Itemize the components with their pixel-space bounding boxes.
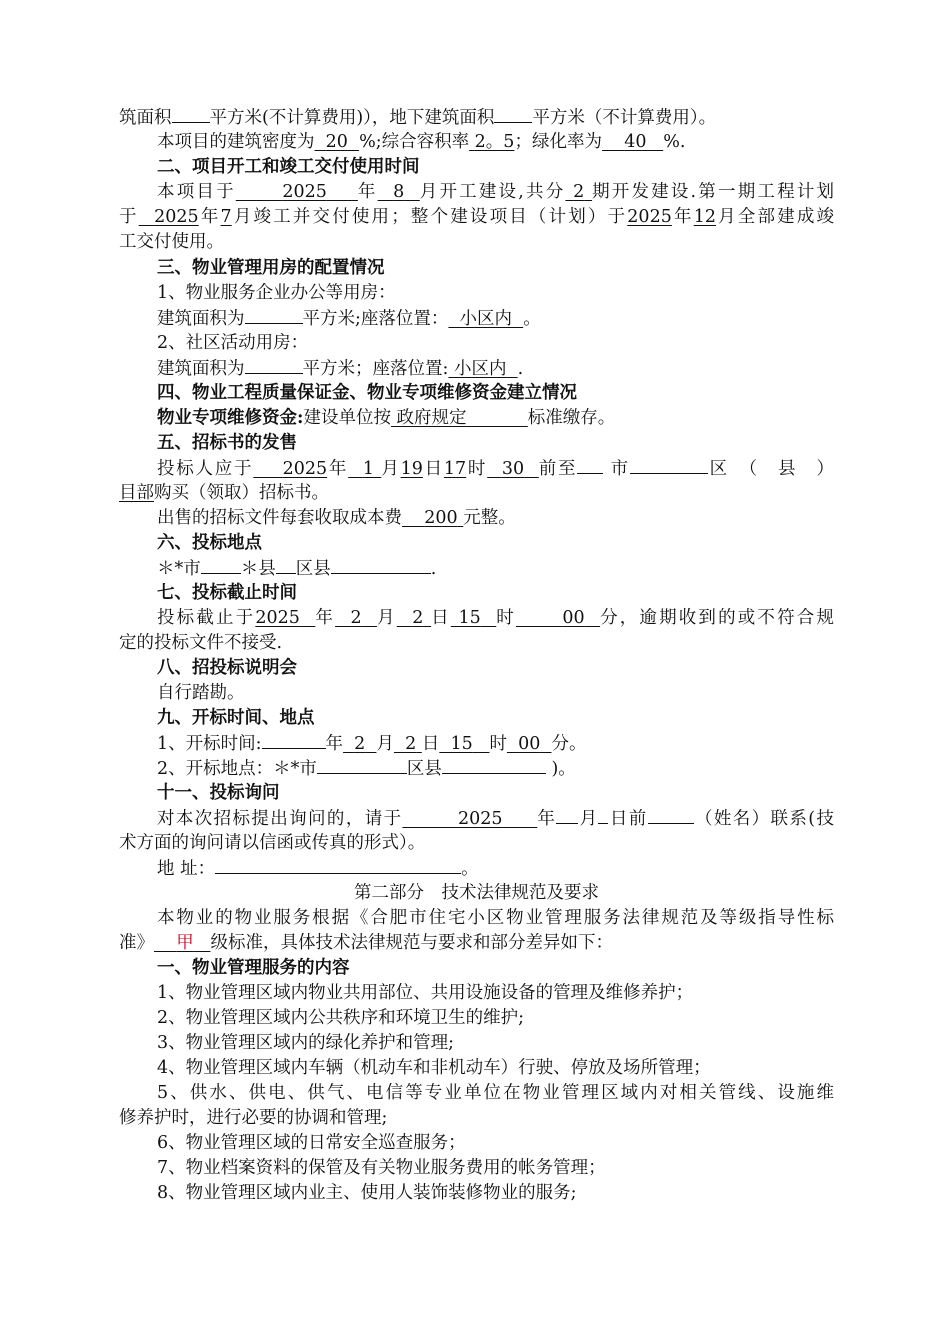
- line-maintenance-fund: [119, 406, 834, 430]
- list-item: 8、物业管理区域内业主、使用人装饰装修物业的服务;: [157, 1183, 577, 1203]
- text: ＊*市: [157, 559, 201, 579]
- line-document-fee: [119, 506, 834, 530]
- text: 平方米；座落位置:: [302, 359, 449, 379]
- filled-value: 2025: [255, 608, 300, 628]
- text: 月: [376, 734, 394, 754]
- filled-value: 12: [693, 207, 716, 227]
- text: 平方米;座落位置：: [302, 309, 449, 329]
- text: 月竣工并交付使用；整个建设项目（计划）于: [231, 207, 628, 227]
- section-heading: 四、物业工程质量保证金、物业专项维修资金建立情况: [157, 383, 577, 403]
- filled-value: 2: [354, 734, 366, 754]
- fill-blank: [276, 556, 296, 574]
- text: 时: [489, 734, 507, 754]
- line-opening-place: [119, 756, 834, 781]
- text: ；绿化率为: [514, 132, 602, 152]
- list-item: 2、社区活动用房：: [157, 333, 309, 353]
- text: 月开工建设,共分: [419, 182, 566, 202]
- text: 年: [327, 459, 349, 479]
- text: 建筑面积为: [157, 309, 245, 329]
- section-heading: 十一、投标询问: [157, 783, 280, 803]
- filled-value: 20: [325, 132, 348, 152]
- fill-blank: [331, 556, 431, 574]
- filled-value: 2025: [627, 207, 672, 227]
- text: 1、开标时间:: [157, 734, 262, 754]
- fill-blank: [630, 456, 708, 474]
- filled-value: 15: [450, 734, 473, 754]
- text: 物业专项维修资金:: [157, 408, 304, 428]
- line-office-area: [119, 306, 834, 331]
- paragraph-line: 术方面的询问请以信函或传真的形式）。: [119, 833, 426, 853]
- text: 本项目于: [157, 182, 236, 202]
- filled-value: 2025: [282, 182, 327, 202]
- text: 平方米(不计算费用)），地下建筑面积: [209, 108, 495, 128]
- text: 年: [198, 207, 221, 227]
- text: 级标准，具体技术法律规范与要求和部分差异如下：: [210, 933, 613, 953]
- text: 期开发建设.第一期工程计划: [592, 182, 834, 202]
- fill-blank: [317, 756, 407, 774]
- filled-value: 2025: [458, 809, 503, 829]
- line-construction-start: [119, 180, 834, 204]
- filled-value: 小区内: [453, 359, 507, 379]
- text: 对本次招标提出询问的，请于: [157, 809, 403, 829]
- filled-value: 40: [624, 132, 647, 152]
- text: )。: [551, 759, 576, 779]
- filled-value: 00: [562, 608, 585, 628]
- text: 本项目的建筑密度为: [157, 132, 315, 152]
- paragraph-line: 工交付使用。: [119, 232, 224, 252]
- text: 分。: [551, 734, 587, 754]
- text: 月: [377, 608, 397, 628]
- line-community-area: [119, 356, 834, 381]
- list-item: 1、物业管理区域内物业共用部位、共用设施设备的管理及维修养护；: [157, 983, 694, 1003]
- text: 年: [671, 207, 694, 227]
- list-item: 5、供水、供电、供气、电信等专业单位在物业管理区域内对相关管线、设施维: [157, 1083, 834, 1103]
- paragraph-line: 本物业的物业服务根据《合肥市住宅小区物业管理服务法律规范及等级指导性标: [157, 908, 834, 928]
- list-item: 6、物业管理区域的日常安全巡查服务；: [157, 1133, 466, 1153]
- text: 日: [422, 459, 444, 479]
- filled-value: 7: [220, 207, 232, 227]
- line-deadline: [119, 606, 834, 630]
- filled-value: 00: [518, 734, 541, 754]
- list-item: 7、物业档案资料的保管及有关物业服务费用的帐务管理；: [157, 1158, 606, 1178]
- text: 。: [523, 309, 541, 329]
- text: 市: [610, 459, 630, 479]
- list-item: 修养护时，进行必要的协调和管理;: [119, 1108, 388, 1128]
- filled-value: 1: [362, 459, 374, 479]
- filled-value: 2: [350, 608, 362, 628]
- text: （姓名）联系(技: [693, 809, 835, 829]
- text: 投标人应于: [157, 459, 254, 479]
- text: %.: [663, 132, 686, 152]
- filled-value: 政府规定: [396, 408, 467, 428]
- text: 区县: [406, 759, 442, 779]
- section-heading: 五、招标书的发售: [157, 433, 297, 453]
- filled-value: 30: [501, 459, 525, 479]
- text: 于: [119, 207, 139, 227]
- fill-blank: [648, 806, 694, 824]
- text: 建筑面积为: [157, 359, 245, 379]
- text: 月: [578, 809, 599, 829]
- text: 筑面积: [119, 108, 172, 128]
- filled-value: 200: [424, 508, 458, 528]
- filled-value: 15: [458, 608, 481, 628]
- text: 建设单位按: [303, 408, 391, 428]
- list-item: 4、物业管理区域内车辆（机动车和非机动车）行驶、停放及场所管理；: [157, 1058, 711, 1078]
- text: 年: [315, 608, 336, 628]
- list-item: 2、物业管理区域内公共秩序和环境卫生的维护;: [157, 1008, 525, 1028]
- fill-blank: [172, 105, 210, 123]
- text: 出售的招标文件每套收取成本费: [157, 508, 402, 528]
- text: 平方米（不计算费用）。: [532, 108, 717, 128]
- text: 日: [431, 608, 451, 628]
- line-floor-area: [119, 105, 834, 130]
- filled-value: 2: [573, 182, 585, 202]
- line-opening-time: [119, 731, 834, 756]
- line-completion: [119, 205, 834, 229]
- filled-value: 8: [393, 182, 405, 202]
- filled-value: 2025: [154, 207, 199, 227]
- text: 地 址：: [157, 859, 216, 879]
- filled-value: 2025: [282, 459, 328, 479]
- line-density: [119, 130, 834, 154]
- filled-value: 19: [400, 459, 423, 479]
- list-item: 3、物业管理区域内的绿化养护和管理;: [157, 1033, 455, 1053]
- text: 月: [381, 459, 401, 479]
- section-heading: 八、招投标说明会: [157, 658, 297, 678]
- section-heading: 二、项目开工和竣工交付使用时间: [157, 157, 420, 177]
- part-title: 第二部分 技术法律规范及要求: [354, 883, 599, 903]
- fill-blank: [201, 556, 241, 574]
- section-heading: 七、投标截止时间: [157, 583, 297, 603]
- list-item: 1、物业服务企业办公等用房：: [157, 283, 396, 303]
- text: %;综合容积率: [359, 132, 470, 152]
- section-heading: 六、投标地点: [157, 533, 262, 553]
- fill-blank: [262, 731, 326, 749]
- text: 年: [537, 809, 557, 829]
- text: 分，逾期收到的或不符合规: [600, 608, 834, 628]
- fill-blank: [494, 105, 532, 123]
- section-heading: 一、物业管理服务的内容: [157, 958, 350, 978]
- text: 区县: [295, 559, 331, 579]
- line-address: [119, 856, 834, 881]
- text: 日前: [608, 809, 648, 829]
- fill-blank: [598, 806, 608, 824]
- text: 年: [357, 182, 378, 202]
- fill-blank: [245, 356, 303, 374]
- filled-value: 17: [443, 459, 467, 479]
- line-purchase-place: [119, 481, 834, 505]
- line-purchase-time: [119, 456, 834, 481]
- section-heading: 三、物业管理用房的配置情况: [157, 258, 385, 278]
- text: 准》: [119, 933, 154, 953]
- text: 时: [466, 459, 488, 479]
- text: 区 （ 县 ）: [707, 459, 834, 479]
- filled-value: 2: [405, 734, 417, 754]
- text: 月全部建成竣: [715, 207, 834, 227]
- fill-blank: [442, 756, 546, 774]
- text: ＊县: [240, 559, 276, 579]
- filled-value: 甲: [176, 933, 194, 953]
- paragraph-line: 定的投标文件不接受.: [119, 633, 283, 653]
- filled-value: 目部: [119, 483, 154, 503]
- line-bid-location: [119, 556, 834, 581]
- text: 标准缴存。: [527, 408, 616, 428]
- filled-value: 2。5: [474, 132, 515, 152]
- text: 2、开标地点：＊*市: [157, 759, 317, 779]
- fill-blank: [577, 456, 603, 474]
- fill-blank: [556, 806, 578, 824]
- filled-value: 2: [412, 608, 424, 628]
- line-service-grade: [119, 931, 834, 955]
- text: 购买（领取）招标书。: [154, 483, 329, 503]
- text: 元整。: [463, 508, 516, 528]
- paragraph-line: 自行踏勘。: [157, 683, 245, 703]
- text: 年: [325, 734, 344, 754]
- text: 前至: [538, 459, 578, 479]
- text: .: [517, 359, 524, 379]
- text: .: [430, 559, 437, 579]
- text: 时: [496, 608, 516, 628]
- text: 。: [461, 859, 479, 879]
- text: 日: [421, 734, 440, 754]
- line-inquiry: [119, 806, 834, 831]
- filled-value: 小区内: [459, 309, 513, 329]
- address-blank: [215, 856, 461, 874]
- text: 投标截止于: [157, 608, 256, 628]
- section-heading: 九、开标时间、地点: [157, 708, 315, 728]
- fill-blank: [245, 306, 303, 324]
